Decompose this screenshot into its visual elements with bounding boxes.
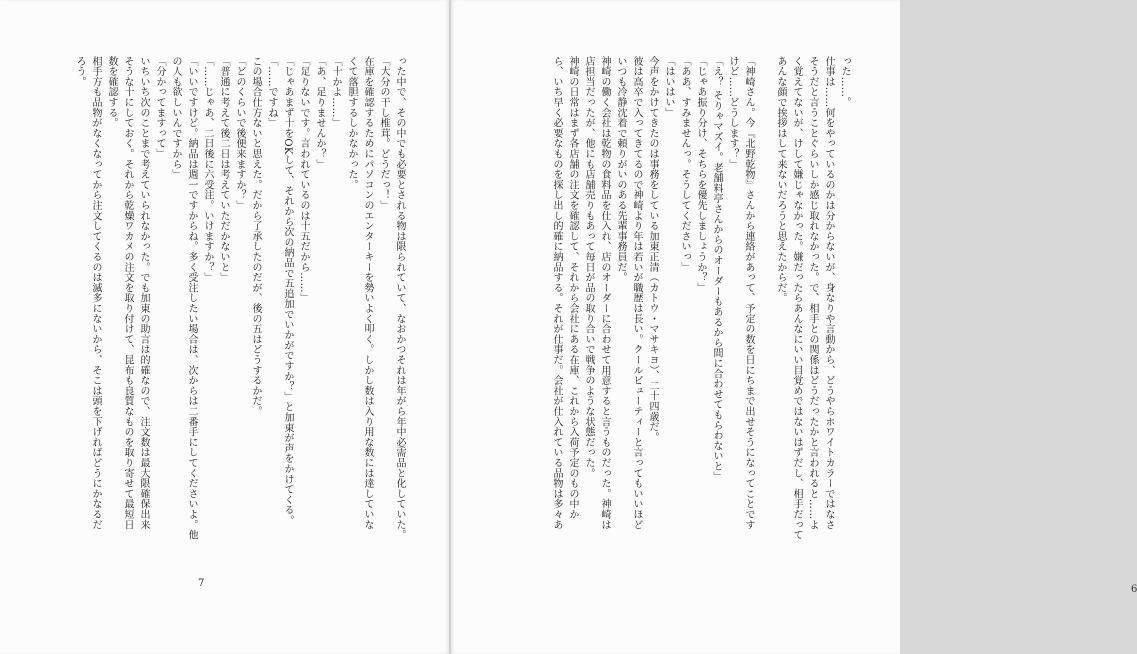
right-text-line: く覚えてないが、けして嫌じゃなかった。嫌だったらあんなにいい目覚めではないはずだし、相手だって [791,56,802,541]
left-text-line: 在庫を確認するためにパソコンのエンターキーを勢いよく叩く。しかし数は入り用な数には達していな [362,56,373,530]
left-text-line: 数を確認する。 [106,56,117,129]
page-right [451,0,1137,654]
right-text-line: ら、いち早く必要なものを探し出し的確に納品する。それが仕事だ。会社が仕入れている品物は多々あ [551,56,562,530]
right-text-line: いつも冷静沈着で頼りがいのある先輩事務員だ。 [615,56,626,283]
right-text-line: あんな顔で挨拶はして来ないだろうと思えたからだ。 [775,56,786,304]
right-text-line: った……。 [839,56,850,108]
left-page-body-text [27,56,407,541]
left-text-line: 「……じゃあ、二日後に六受注。いけますか？」 [202,56,213,283]
left-text-line: 「……ですね」 [266,56,277,129]
left-text-line: 「じゃあまず十をOKして、それから次の納品で五追加でいかがですか？」と加東が声をかけてくる。 [282,56,293,526]
right-text-line: 「はいはい」 [663,56,674,118]
page-number-right: 6 [1131,584,1137,595]
right-text-line: 「ああ、すみませんっ。そうしてくださいっ」 [679,56,690,273]
right-text-line: 店担当だったが、他にも店舗売りもあって毎日が品の取り合いで戦争のような状態だった。 [583,56,594,479]
right-text-line: 彼は高卒で入ってきてるので神崎より年は若いが職歴は長い。クールビューティーと言ってもいいほど [631,56,642,530]
left-text-line: 「足りないです。言われているのは十五だから……」 [298,56,309,304]
left-text-line: 「分かってますって」 [154,56,165,159]
right-text-line: 「え？ そりゃマズイ。老舗料亭さんからのオーダーもあるから間に合わせてもらわないと」 [711,56,722,482]
left-text-line: 「十かよ……」 [330,56,341,129]
right-text-line: そうだと言うことぐらいしか感じ取れなかった。で、相手との関係はどうだったかと言われると……よ [807,56,818,530]
right-page-body-text [502,56,852,541]
left-text-line: いちいち次のことまで考えていられなかった。でも加東の助言は的確なので、注文数は最大限確保出来 [138,56,149,530]
right-text-line: 「神崎さん。今『北野乾物』さんから連絡があって、予定の数を日にちまで出せそうになってことです [743,56,754,530]
left-text-line: 「大分の干し椎茸。どうだっ！」 [378,56,389,211]
page-number-left: 7 [198,578,205,589]
right-text-line: 今声をかけてきたのは事務をしている加東正清（カトウ・マサキヨ）、二十四歳だ。 [647,56,658,443]
left-text-line: 相手方も品物がなくなってから注文してくるのは滅多にないから、そこは頭を下げればどうにかなるだ [90,56,101,530]
page-left [0,0,449,654]
left-text-line: の人も欲しいんですから」 [170,56,181,180]
right-text-line: けど……どうします？」 [727,56,738,170]
left-text-line: 「普通に考えて後二日は考えていただかないと」 [218,56,229,283]
right-text-line [756,56,772,536]
left-text-line: 「いいですけど。納品は週一ですからね。多く受注したい場合は、次からは二番手にしてくださいよ。他 [186,56,197,541]
left-text-line: この場合仕方ないと思えた。だから了承したのだが、後の五はどうするかだ。 [250,56,261,417]
left-text-line: 「どのくらいで後便来ますか？」 [234,56,245,211]
left-text-line: 「あ、足りませんか？」 [314,56,325,170]
left-text-line: ろう。 [74,56,85,87]
right-text-line: 神崎の働く会社は乾物の食料品を仕入れ、店のオーダーに合わせて用意すると言うものだった。神崎は [599,56,610,530]
right-text-line: 神崎の日常はまず各店舗の注文を確認して、それから会社にある在庫、これから入荷予定のもの中か [567,56,578,520]
left-text-line: そうな十にしておく。それから乾燥ワカメの注文を取り付けて、昆布も良質なものを取り寄せて最短日 [122,56,133,530]
right-text-line: 「じゃあ振り分け、そちらを優先しましょうか？」 [695,56,706,293]
left-text-line: った中で、その中でも必要とされる物は限られていて、なおかつそれは年がら年中必需品と化していた。 [394,56,405,541]
left-text-line: くて落胆するしかなかった。 [346,56,357,190]
right-text-line: 仕事は……何をやっているのかは分からないが、身なりや言動から、どうやらホワイトカラーではなさ [823,56,834,530]
